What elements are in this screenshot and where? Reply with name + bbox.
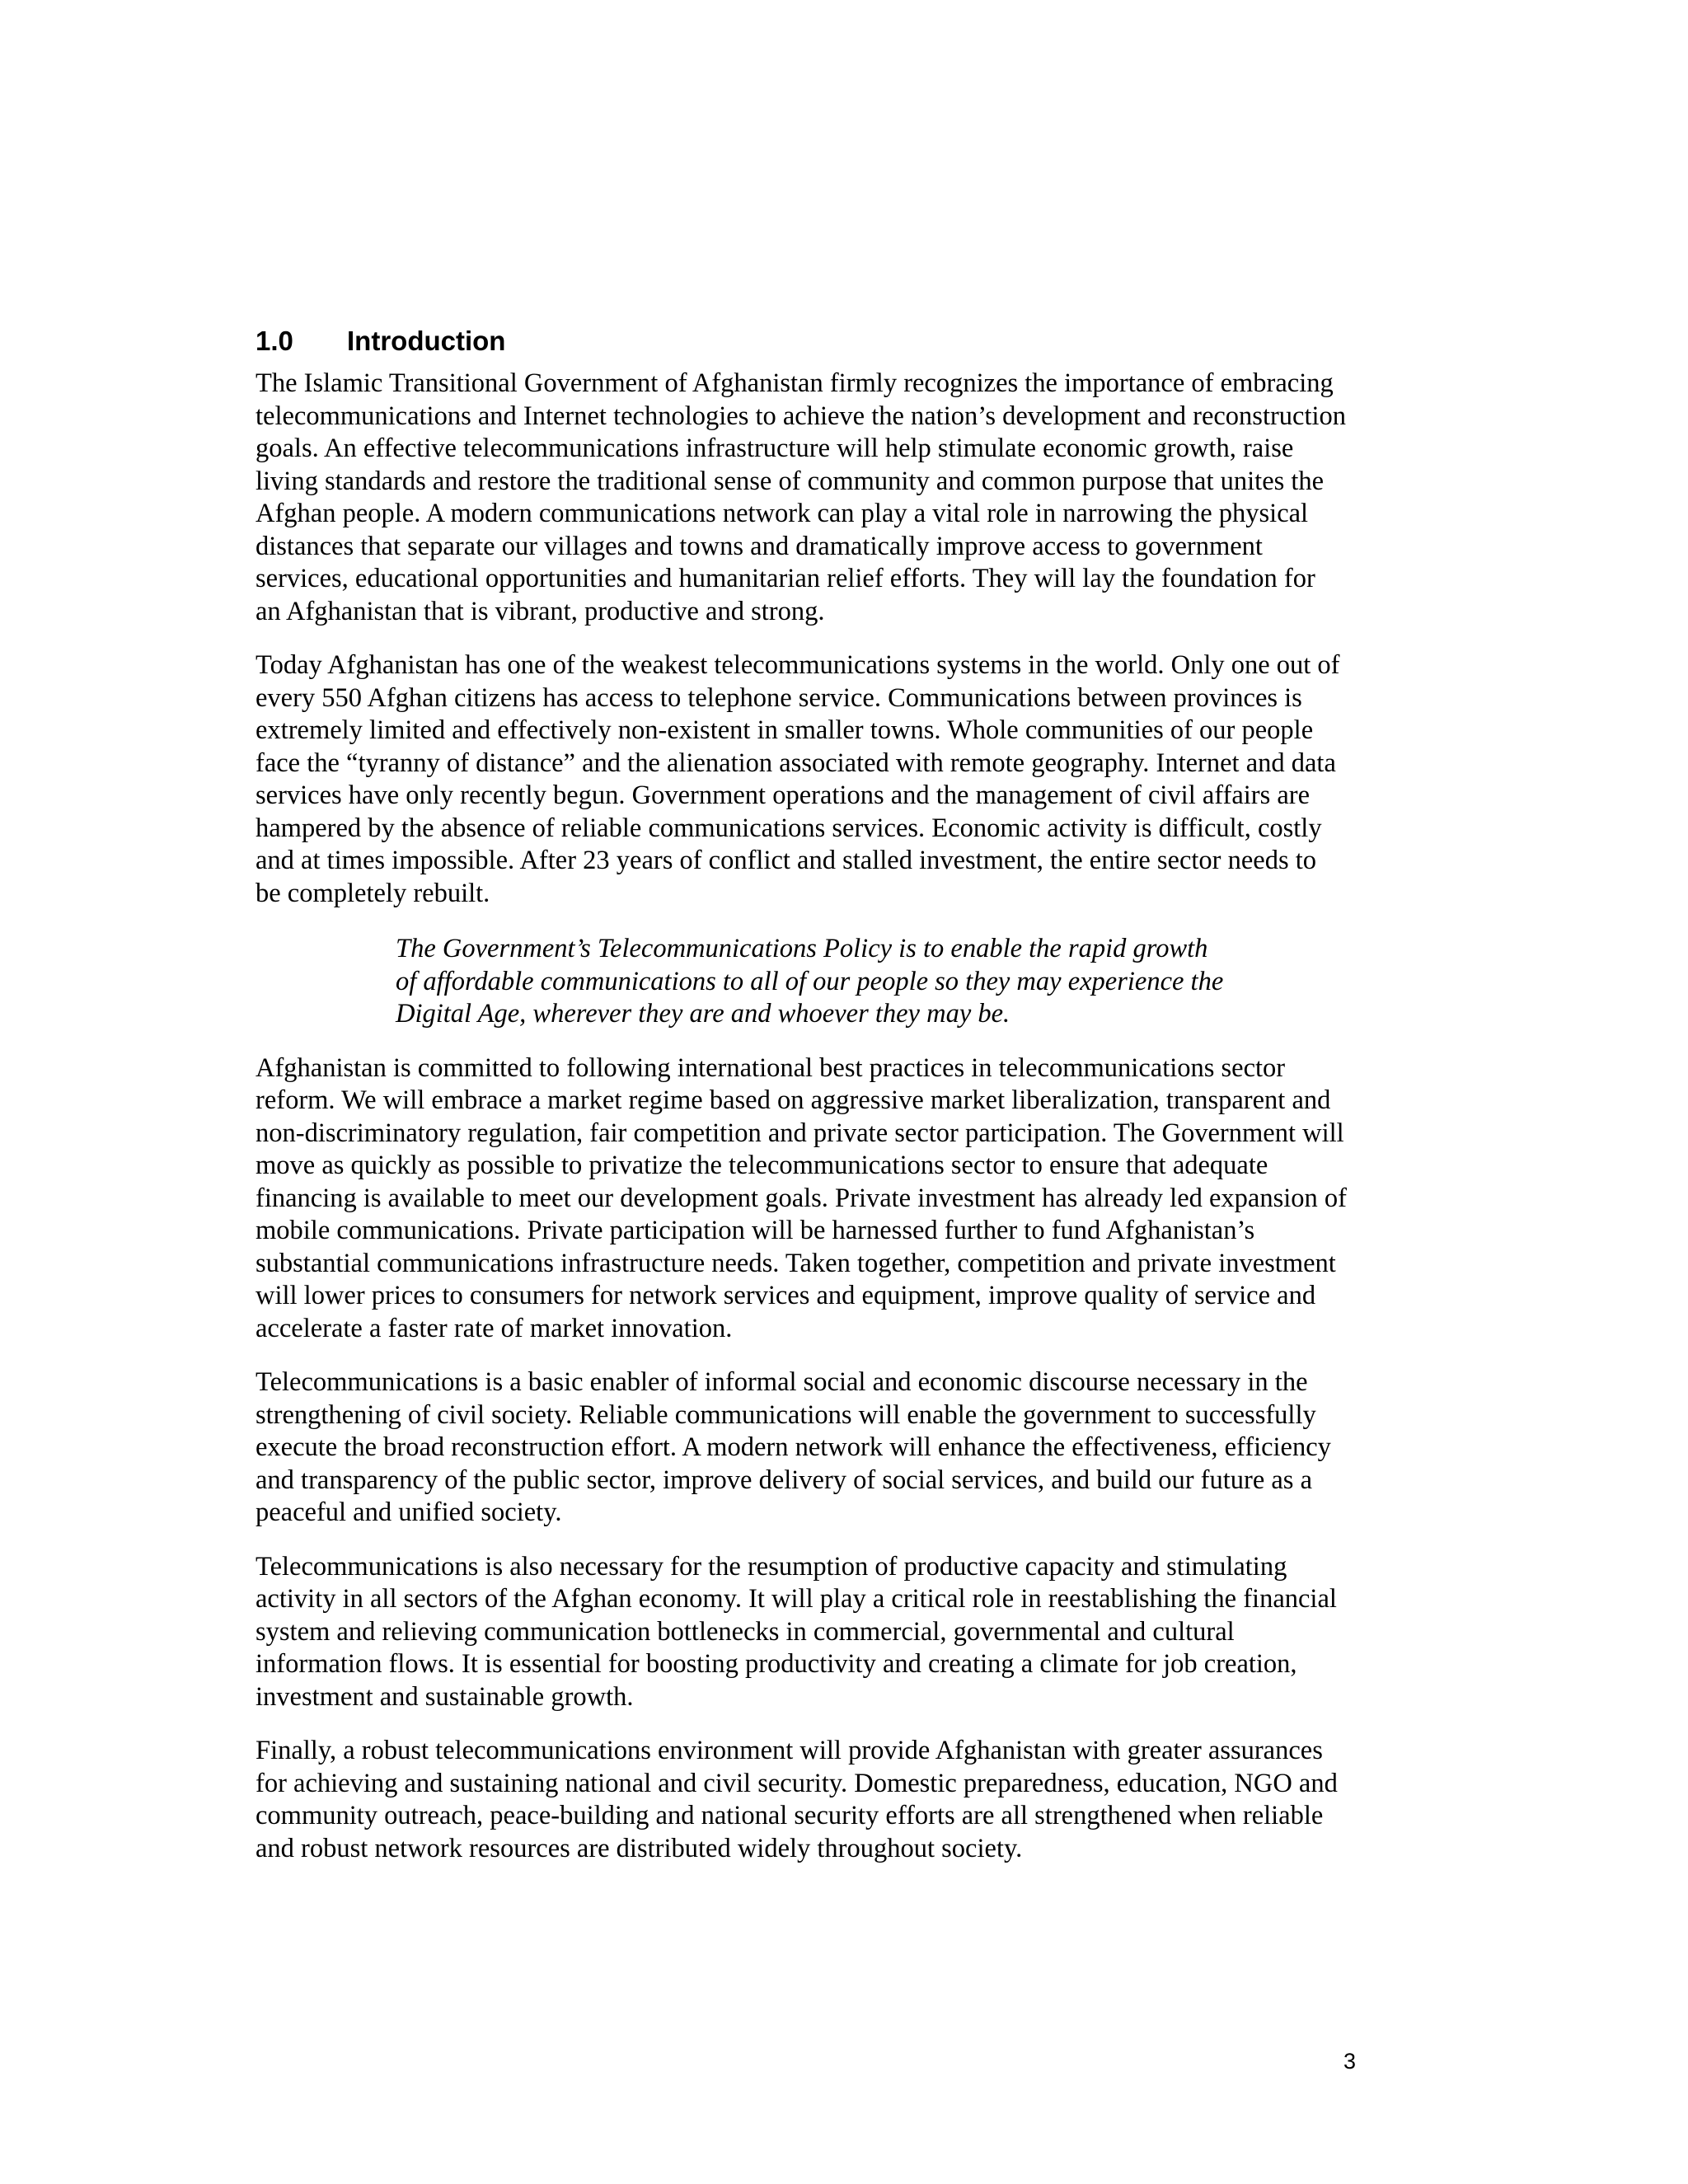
section-title: Introduction: [347, 326, 506, 356]
paragraph-current-state: Today Afghanistan has one of the weakest telecommunications systems in the world. Only one out of every 550 Afghan citizens has access to telephone service. Communications between provinces is extremely limited and effectively non-existent in smaller towns. Whole communities of our people face the “tyranny of distance” and the alienation associated with remote geography. Internet and data services have only recently begun. Government operations and the management of civil affairs are hampered by the absence of reliable communications services. Economic activity is difficult, costly and at times impossible. After 23 years of conflict and stalled investment, the entire sector needs to be completely rebuilt.: [256, 650, 1340, 908]
paragraph-reform: Afghanistan is committed to following international best practices in telecommunications sector reform. We will embrace a market regime based on aggressive market liberalization, transparent and non-discriminatory regulation, fair competition and private sector participation. The Government will move as quickly as possible to privatize the telecommunications sector to ensure that adequate financing is available to meet our development goals. Private investment has already led expansion of mobile communications. Private participation will be harnessed further to fund Afghanistan’s substantial communications infrastructure needs. Taken together, competition and private investment will lower prices to consumers for network services and equipment, improve quality of service and accelerate a faster rate of market innovation.: [256, 1052, 1347, 1343]
paragraph-security: Finally, a robust telecommunications environment will provide Afghanistan with greater assurances for achieving and sustaining national and civil security. Domestic preparedness, education, NGO and community outreach, peace-building and national security efforts are all strengthened when reliable and robust network resources are distributed widely throughout society.: [256, 1736, 1338, 1863]
section-number: 1.0: [256, 326, 293, 356]
section-heading: [256, 323, 1426, 359]
paragraph-civil-society: Telecommunications is a basic enabler of informal social and economic discourse necessary in the strengthening of civil society. Reliable communications will enable the government to successfully execute the broad reconstruction effort. A modern network will enhance the effectiveness, efficiency and transparency of the public sector, improve delivery of social services, and build our future as a peaceful and unified society.: [256, 1367, 1331, 1527]
policy-quote: The Government’s Telecommunications Policy is to enable the rapid growth of affordable communications to all of our people so they may experience the Digital Age, wherever they are and whoever they may be.: [396, 934, 1224, 1029]
page-number: 3: [1343, 2049, 1357, 2074]
page-content: [256, 323, 1426, 1886]
paragraph-intro: The Islamic Transitional Government of Afghanistan firmly recognizes the importance of embracing telecommunications and Internet technologies to achieve the nation’s development and reconstruction goals. An effective telecommunications infrastructure will help stimulate economic growth, raise living standards and restore the traditional sense of community and common purpose that unites the Afghan people. A modern communications network can play a vital role in narrowing the physical distances that separate our villages and towns and dramatically improve access to government services, educational opportunities and humanitarian relief efforts. They will lay the foundation for an Afghanistan that is vibrant, productive and strong.: [256, 368, 1347, 626]
paragraph-economy: Telecommunications is also necessary for the resumption of productive capacity and stimulating activity in all sectors of the Afghan economy. It will play a critical role in reestablishing the financial system and relieving communication bottlenecks in commercial, governmental and cultural information flows. It is essential for boosting productivity and creating a climate for job creation, investment and sustainable growth.: [256, 1551, 1337, 1712]
